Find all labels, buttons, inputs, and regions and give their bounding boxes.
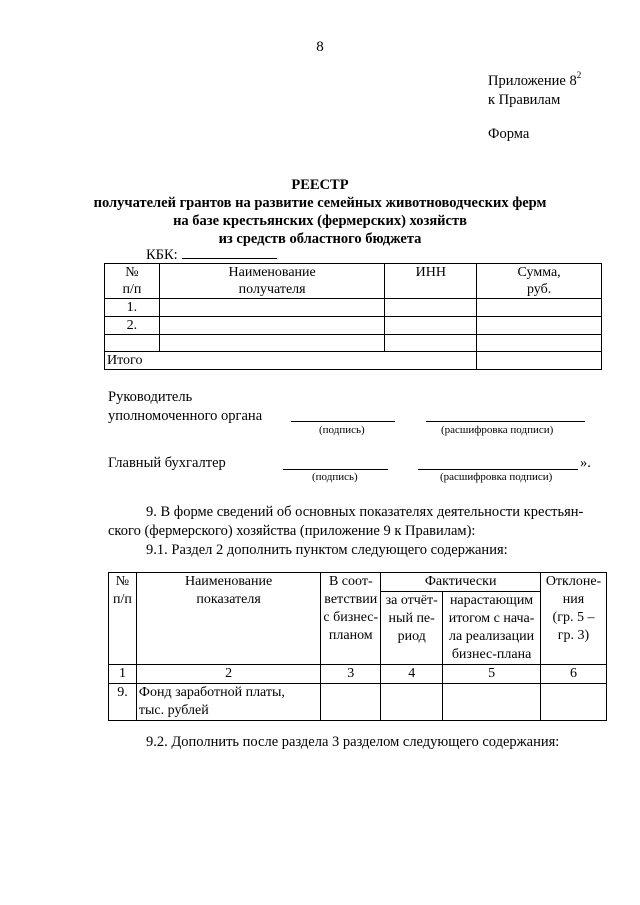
accountant-trailing: ». xyxy=(580,455,591,471)
annex-line-1: Приложение 8 xyxy=(488,73,577,89)
title-main: РЕЕСТР xyxy=(291,177,349,193)
title-line-3: из средств областного бюджета xyxy=(218,231,422,247)
accountant-decoding-line xyxy=(418,469,578,470)
kbk-blank-line xyxy=(182,246,277,259)
row-number: 2. xyxy=(105,317,160,335)
registry-header-row xyxy=(105,264,602,299)
head-decoding-caption: (расшифровка подписи) xyxy=(441,424,554,436)
annex-superscript: 2 xyxy=(576,70,582,80)
table-row xyxy=(105,335,602,352)
annex-reference xyxy=(488,72,581,110)
accountant-decoding-caption: (расшифровка подписи) xyxy=(440,471,553,483)
header-according-to-plan: В соот- ветствии с бизнес- планом xyxy=(321,573,381,665)
row-number: 9. xyxy=(109,684,137,721)
accountant-signature-caption: (подпись) xyxy=(312,471,358,483)
total-label: Итого xyxy=(105,352,477,370)
paragraph-9-2: 9.2. Дополнить после раздела 3 разделом следующего содержания: xyxy=(146,734,560,750)
header-deviation: Отклоне- ния (гр. 5 – гр. 3) xyxy=(541,573,607,665)
header-sum: Сумма, руб. xyxy=(477,264,602,299)
row-indicator-name: Фонд заработной платы, тыс. рублей xyxy=(136,684,320,721)
indicators-header-row-1 xyxy=(109,573,607,592)
registry-table xyxy=(104,263,602,370)
header-actual: Фактически xyxy=(381,573,541,592)
total-row xyxy=(105,352,602,370)
indicators-table xyxy=(108,572,607,721)
form-label: Форма xyxy=(488,126,530,142)
header-inn: ИНН xyxy=(385,264,477,299)
paragraph-9-line-1: 9. В форме сведений об основных показателях деятельности крестьян- xyxy=(146,504,584,520)
table-row xyxy=(105,317,602,335)
document-title xyxy=(0,176,640,248)
row-number: 1. xyxy=(105,299,160,317)
header-num: № п/п xyxy=(109,573,137,665)
kbk-field xyxy=(146,246,277,264)
title-line-2: на базе крестьянских (фермерских) хозяйств xyxy=(173,213,467,229)
table-row xyxy=(105,299,602,317)
accountant-label: Главный бухгалтер xyxy=(108,455,226,471)
header-reporting-period: за отчёт- ный пе- риод xyxy=(381,592,443,665)
paragraph-9-1: 9.1. Раздел 2 дополнить пунктом следующего содержания: xyxy=(146,542,508,558)
column-numbers-row: 1 2 3 4 5 6 xyxy=(109,665,607,684)
header-recipient-name: Наименование получателя xyxy=(159,264,385,299)
row-number xyxy=(105,335,160,352)
page-number: 8 xyxy=(316,39,324,55)
head-signature-line xyxy=(291,421,395,422)
paragraph-9-line-2: ского (фермерского) хозяйства (приложение 9 к Правилам): xyxy=(108,523,476,539)
header-num: № п/п xyxy=(105,264,160,299)
title-line-1: получателей грантов на развитие семейных животноводческих ферм xyxy=(93,195,547,211)
head-signature-caption: (подпись) xyxy=(319,424,365,436)
table-row xyxy=(109,684,607,721)
accountant-signature-line xyxy=(283,469,388,470)
kbk-label: КБК: xyxy=(146,247,178,263)
header-cumulative: нарастающим итогом с нача- ла реализации бизнес-плана xyxy=(443,592,541,665)
annex-line-2: к Правилам xyxy=(488,92,561,108)
head-decoding-line xyxy=(426,421,585,422)
header-indicator-name: Наименование показателя xyxy=(136,573,320,665)
head-signature-label: Руководитель уполномоченного органа xyxy=(108,389,263,424)
